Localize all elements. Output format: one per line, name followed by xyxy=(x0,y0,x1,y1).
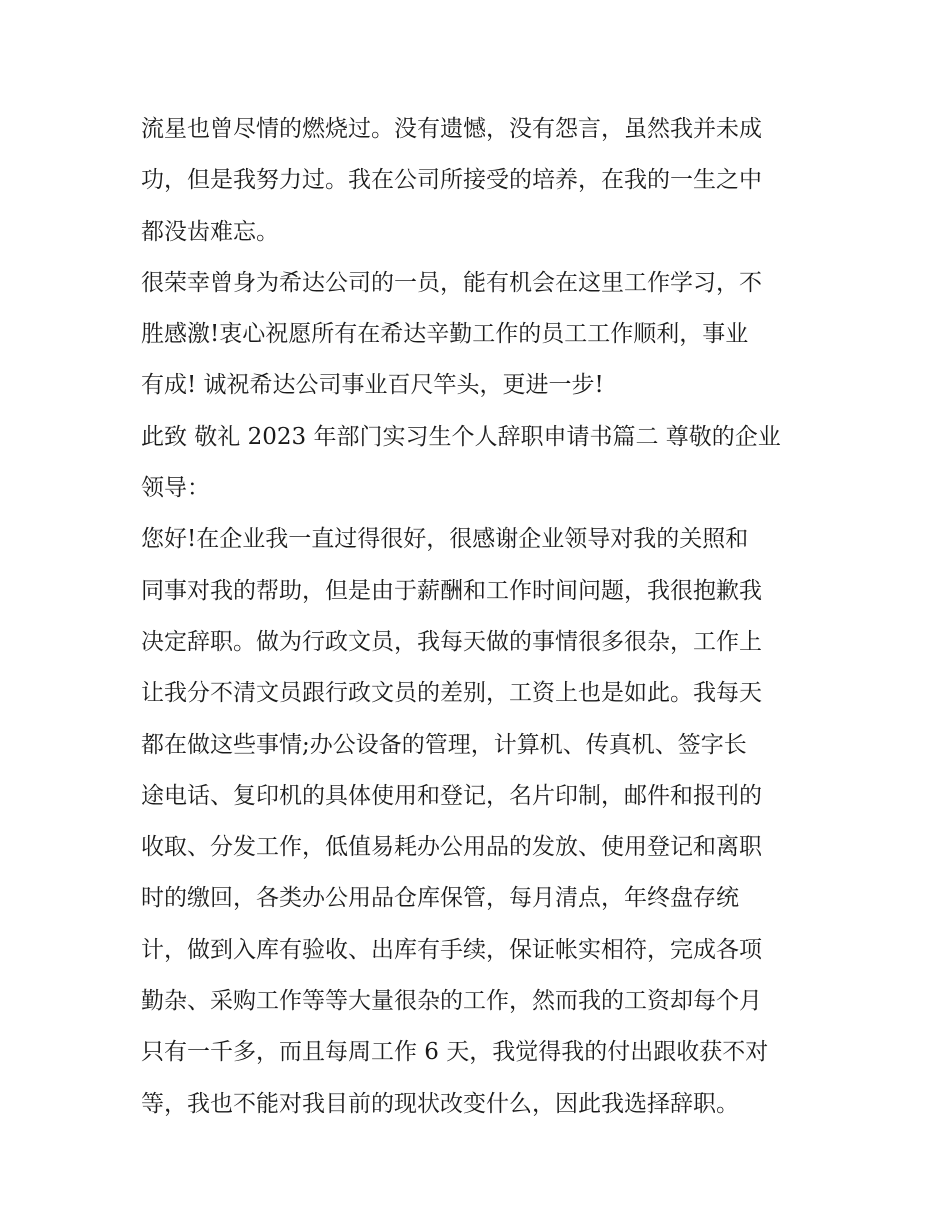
text-line: 决定辞职。做为行政文员，我每天做的事情很多很杂，工作上 xyxy=(141,628,762,655)
text-line: 勤杂、采购工作等等大量很杂的工作，然而我的工资却每个月 xyxy=(141,988,762,1015)
text-line: 领导： xyxy=(141,475,210,502)
text-line: 都没齿难忘。 xyxy=(141,218,279,245)
text-line: 计，做到入库有验收、出库有手续，保证帐实相符，完成各项 xyxy=(141,936,762,963)
text-line: 时的缴回，各类办公用品仓库保管，每月清点，年终盘存统 xyxy=(141,885,739,912)
text-line: 途电话、复印机的具体使用和登记，名片印制，邮件和报刊的 xyxy=(141,782,762,809)
text-line: 很荣幸曾身为希达公司的一员，能有机会在这里工作学习，不 xyxy=(141,269,762,296)
text-line: 流星也曾尽情的燃烧过。没有遗憾，没有怨言，虽然我并未成 xyxy=(141,116,762,142)
text-line: 只有一千多，而且每周工作 6 天，我觉得我的付出跟收获不对 xyxy=(141,1039,769,1066)
text-line: 有成! 诚祝希达公司事业百尺竿头，更进一步! xyxy=(141,372,604,399)
text-line: 同事对我的帮助，但是由于薪酬和工作时间问题，我很抱歉我 xyxy=(141,577,762,604)
text-line: 让我分不清文员跟行政文员的差别，工资上也是如此。我每天 xyxy=(141,680,762,707)
text-line: 功，但是我努力过。我在公司所接受的培养，在我的一生之中 xyxy=(141,167,762,194)
text-line: 收取、分发工作，低值易耗办公用品的发放、使用登记和离职 xyxy=(141,834,762,861)
text-line: 此致 敬礼 2023 年部门实习生个人辞职申请书篇二 尊敬的企业 xyxy=(141,423,781,450)
body-text xyxy=(141,104,821,1130)
text-line: 胜感激!衷心祝愿所有在希达辛勤工作的员工工作顺利，事业 xyxy=(141,321,749,348)
text-line: 您好!在企业我一直过得很好，很感谢企业领导对我的关照和 xyxy=(141,526,749,553)
text-line: 都在做这些事情;办公设备的管理，计算机、传真机、签字长 xyxy=(141,731,747,758)
text-line: 等，我也不能对我目前的现状改变什么，因此我选择辞职。 xyxy=(141,1090,739,1117)
